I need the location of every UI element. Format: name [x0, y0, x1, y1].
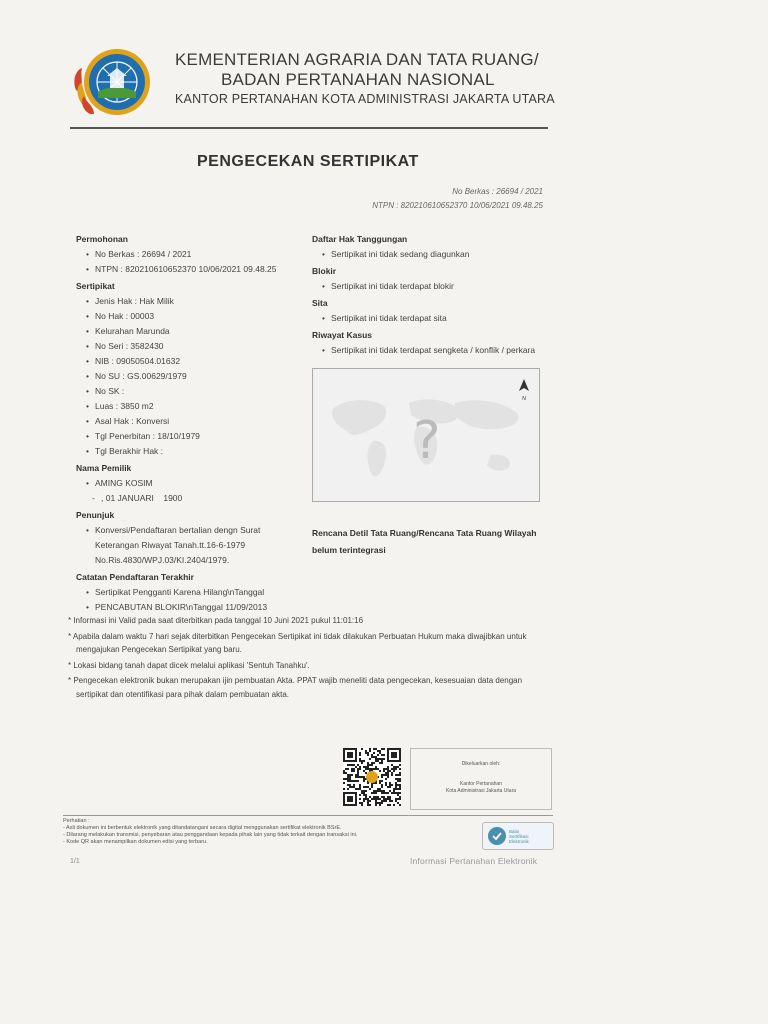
hak-tanggungan-list [322, 247, 542, 262]
bsre-line1: Balai [509, 829, 520, 834]
note-item: * Informasi ini Valid pada saat diterbitkan pada tanggal 10 Juni 2021 pukul 11:01:16 [68, 616, 364, 625]
notes [68, 614, 548, 703]
ministry-heading [175, 50, 539, 90]
attention-line: - Asli dokumen ini berbentuk elektronik yang ditandatangani secara digital menggunakan sertifikat elektronik BSrE. [63, 825, 342, 831]
note-item: * Pengecekan elektronik bukan merupakan ijin pembuatan Akta. PPAT wajib meneliti data pengecekan, kesesuaian data dengan sertipikat dan otentifikasi para pihak dalam pembuatan akta. [68, 676, 523, 699]
right-column [312, 230, 542, 358]
footer-brand: Informasi Pertanahan Elektronik [410, 856, 538, 866]
attention-heading: Perhatian : [63, 818, 90, 824]
bsre-badge [482, 822, 554, 850]
left-column [76, 230, 311, 615]
penunjuk-text: • Konversi/Pendaftaran bertalian dengn Surat Keterangan Riwayat Tanah.tt.16-6-1979 No.Ris.4830/WPJ.03/KI.2404/1979. [86, 523, 290, 568]
note-item: * Apabila dalam waktu 7 hari sejak diterbitkan Pengecekan Sertipikat ini tidak dilakukan Perbuatan Hukum maka diwajibkan untuk mengajukan Pengecekan Sertipikat yang baru. [68, 631, 527, 654]
bpn-logo [70, 40, 156, 126]
owner-birthdate: - , 01 JANUARI 1900 [92, 491, 311, 506]
permohonan-heading: Permohonan [76, 234, 128, 244]
svg-text:N: N [522, 396, 526, 401]
qr-code[interactable] [343, 748, 401, 806]
list-item: • No SK : [86, 384, 311, 399]
bsre-logo-icon [486, 825, 508, 847]
list-item: • Sertipikat ini tidak terdapat sengketa / konflik / perkara [322, 343, 536, 358]
attention-line: - Kode QR akan menampilkan dokumen edisi yang terbaru. [63, 839, 208, 845]
list-item: • Sertipikat Pengganti Karena Hilang\nTanggal [86, 585, 311, 600]
blokir-heading: Blokir [312, 266, 337, 276]
list-item: • No Berkas : 26694 / 2021 [86, 247, 311, 262]
list-item: • Tgl Berakhir Hak : [86, 444, 311, 459]
note-item: * Lokasi bidang tanah dapat dicek melalui aplikasi 'Sentuh Tanahku'. [68, 660, 310, 670]
ministry-line1: KEMENTERIAN AGRARIA DAN TATA RUANG/ [175, 50, 539, 69]
pemilik-heading: Nama Pemilik [76, 463, 132, 473]
list-item: • Tgl Penerbitan : 18/10/1979 [86, 429, 311, 444]
list-item: • Jenis Hak : Hak Milik [86, 294, 311, 309]
list-item: • No Hak : 00003 [86, 309, 311, 324]
sertipikat-list [86, 294, 311, 459]
meta-ntpn: NTPN : 820210610652370 10/06/2021 09.48.25 [372, 201, 543, 210]
footer-rule [63, 815, 553, 816]
ministry-line2: BADAN PERTANAHAN NASIONAL [221, 70, 495, 89]
pemilik-dob-list [92, 491, 311, 506]
parcel-map[interactable] [312, 368, 540, 502]
hak-tanggungan-heading: Daftar Hak Tanggungan [312, 234, 408, 244]
list-item: • Luas : 3850 m2 [86, 399, 311, 414]
document-meta [372, 185, 543, 213]
meta-no-berkas: No Berkas : 26694 / 2021 [452, 187, 543, 196]
list-item: • No SU : GS.00629/1979 [86, 369, 311, 384]
bsre-line2: Sertifikasi [509, 834, 529, 839]
north-arrow-icon [517, 379, 531, 401]
list-item: • PENCABUTAN BLOKIR\nTanggal 11/09/2013 [86, 600, 311, 615]
blokir-list [322, 279, 542, 294]
permohonan-list [86, 247, 311, 277]
list-item: • Kelurahan Marunda [86, 324, 311, 339]
riwayat-list [322, 343, 542, 358]
header-rule [70, 127, 548, 129]
bsre-label [509, 829, 529, 844]
owner-name: • AMING KOSIM [86, 476, 311, 491]
catatan-list [86, 585, 311, 615]
riwayat-heading: Riwayat Kasus [312, 330, 372, 340]
penunjuk-heading: Penunjuk [76, 510, 115, 520]
page-number: 1/1 [70, 858, 80, 865]
issuer-name [411, 781, 551, 795]
document-title: PENGECEKAN SERTIPIKAT [197, 153, 419, 170]
list-item: • Asal Hak : Konversi [86, 414, 311, 429]
issuer-line1: Kantor Pertanahan [460, 781, 502, 787]
attention-notice [63, 818, 483, 846]
bsre-line3: Elektronik [509, 839, 529, 844]
digital-signature-box [410, 748, 552, 810]
attention-line: - Dilarang melakukan transmisi, penyebaran atau penggandaan kepada pihak lain yang tidak terkait dengan transaksi ini. [63, 832, 358, 838]
issued-by-label: Dikeluarkan oleh: [461, 761, 501, 767]
sita-list [322, 311, 542, 326]
map-unavailable-icon: ? [413, 411, 441, 471]
issuer-line2: Kota Administrasi Jakarta Utara [445, 788, 517, 794]
office-name: KANTOR PERTANAHAN KOTA ADMINISTRASI JAKARTA UTARA [175, 92, 555, 106]
pemilik-list [86, 476, 311, 491]
list-item: • NTPN : 820210610652370 10/06/2021 09.48.25 [86, 262, 311, 277]
list-item: • Sertipikat ini tidak terdapat sita [322, 311, 542, 326]
penunjuk-list [86, 523, 311, 568]
list-item: • No Seri : 3582430 [86, 339, 311, 354]
list-item: • Sertipikat ini tidak terdapat blokir [322, 279, 542, 294]
list-item: • Sertipikat ini tidak sedang diagunkan [322, 247, 542, 262]
rtr-status: Rencana Detil Tata Ruang/Rencana Tata Ruang Wilayah belum terintegrasi [312, 528, 537, 555]
list-item: • NIB : 09050504.01632 [86, 354, 311, 369]
sita-heading: Sita [312, 298, 328, 308]
catatan-heading: Catatan Pendaftaran Terakhir [76, 572, 194, 582]
sertipikat-heading: Sertipikat [76, 281, 115, 291]
